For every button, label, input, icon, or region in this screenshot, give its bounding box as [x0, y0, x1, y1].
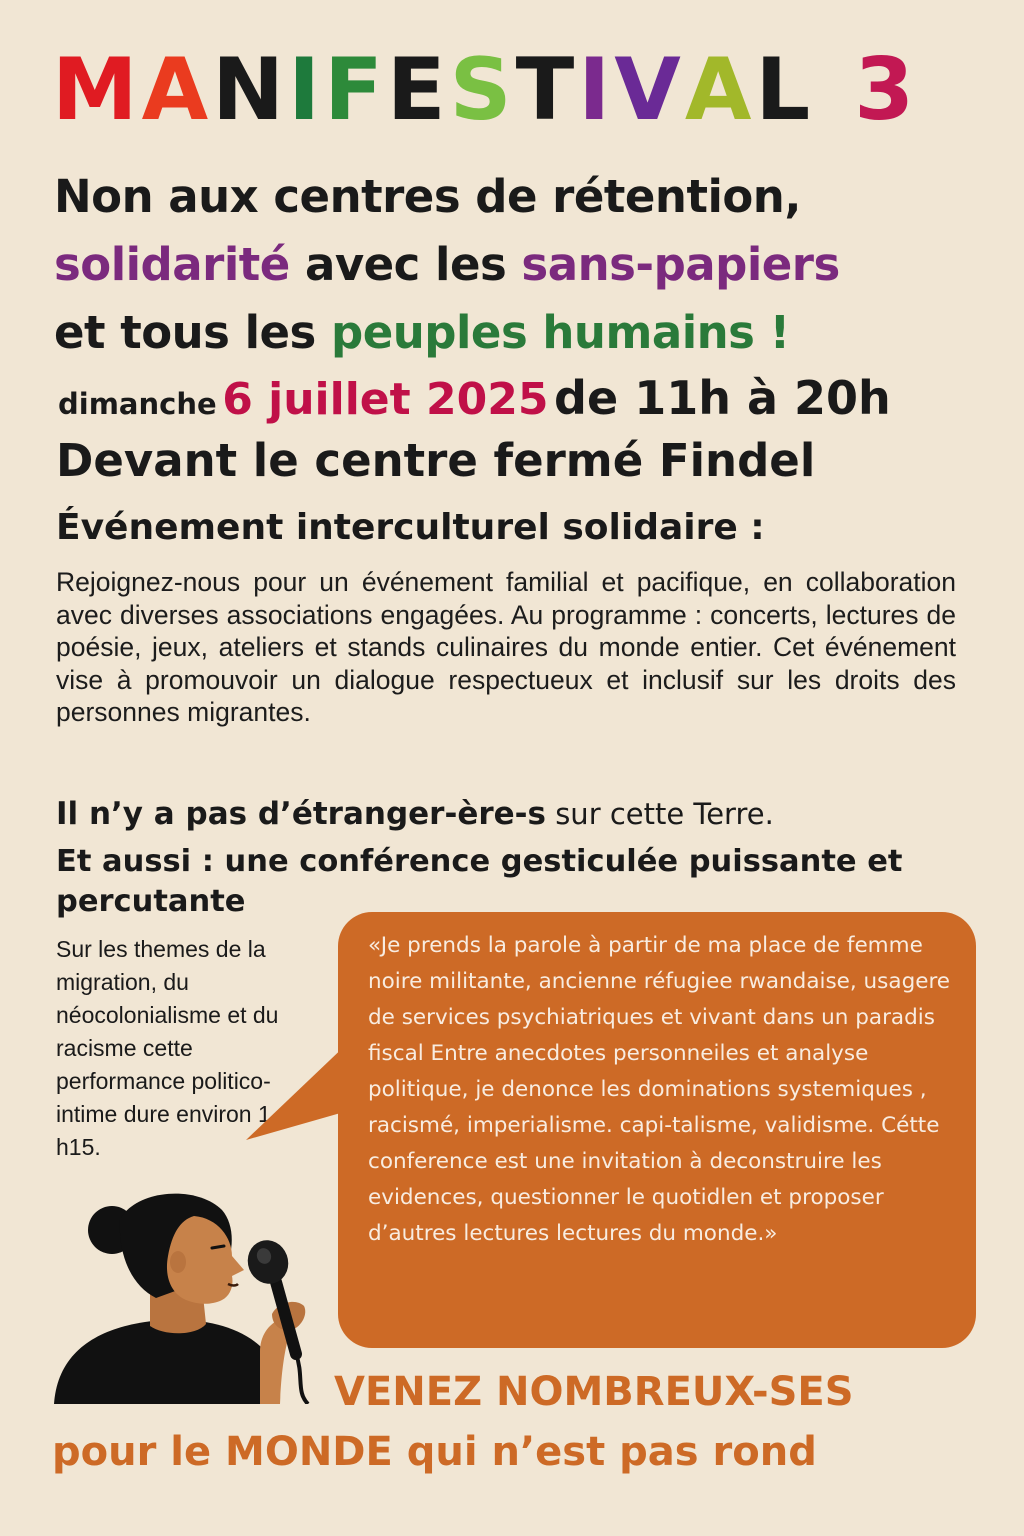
- headline-sans-papiers: sans-papiers: [521, 238, 840, 291]
- title-letter: V: [614, 40, 685, 140]
- event-description: Rejoignez-nous pour un événement familial et pacifique, en collaboration avec diverses associations engagées. Au programme : concerts, lectures de poésie, jeux, ateliers et stands culinaires du monde entier. Cet événement vise à promouvoir un dialogue respectueux et inclusif sur les droits des personnes migrantes.: [56, 567, 956, 727]
- headline-peuples-humains: peuples humains !: [331, 306, 790, 359]
- conference-themes: Sur les themes de la migration, du néocolonialisme et du racisme cette performance politico-intime dure environ 1 h15.: [56, 936, 279, 1160]
- headline: [54, 163, 994, 367]
- headline-line-1: Non aux centres de rétention,: [54, 170, 801, 223]
- call-to-action-line-1: VENEZ NOMBREUX-SES: [334, 1369, 854, 1415]
- headline-line-3: [54, 299, 994, 367]
- title-letter: A: [141, 40, 213, 140]
- headline-avec-les: avec les: [304, 238, 507, 291]
- conference-quote: «Je prends la parole à partir de ma place de femme noire militante, ancienne réfugiee rwandaise, usagere de services psychiatriques et vivant dans un paradis fiscal Entre anecdotes personneiles et analyse politique, je denonce les dominations systemiques , racismé, imperialisme. capi-talisme, validisme. Cétte conference est une invitation à deconstruire les evidences, questionner le quotidlen et proposer d’autres lectures lectures du monde.»: [368, 933, 951, 1246]
- festival-title: [52, 42, 992, 138]
- woman-with-microphone-icon: [46, 1186, 316, 1404]
- title-letter: A: [684, 40, 756, 140]
- title-letter: I: [288, 40, 325, 140]
- title-letter: I: [578, 40, 615, 140]
- title-letter: S: [449, 40, 516, 140]
- motto-bold: Il n’y a pas d’étranger-ère-s: [56, 796, 546, 832]
- conference-heading: Et aussi : une conférence gesticulée puissante et percutante: [56, 844, 903, 919]
- title-letter: M: [52, 40, 142, 140]
- event-date-value: 6 juillet 2025: [222, 374, 549, 425]
- event-day: dimanche: [58, 387, 217, 421]
- title-letter: E: [386, 40, 450, 140]
- headline-et-tous-les: et tous les: [54, 306, 316, 359]
- title-letter: F: [324, 40, 387, 140]
- call-to-action-line-2: pour le MONDE qui n’est pas rond: [52, 1429, 817, 1475]
- event-subheading: Événement interculturel solidaire :: [56, 507, 765, 548]
- motto: [56, 786, 996, 842]
- headline-line-2: [54, 231, 994, 299]
- headline-solidarite: solidarité: [54, 238, 290, 291]
- event-time: de 11h à 20h: [554, 371, 891, 425]
- title-letter: N: [212, 40, 289, 140]
- title-letter: L: [755, 40, 815, 140]
- motto-rest: sur cette Terre.: [555, 797, 774, 831]
- title-letter: T: [515, 40, 579, 140]
- event-venue: Devant le centre fermé Findel: [56, 434, 816, 487]
- title-letter: 3: [854, 40, 919, 140]
